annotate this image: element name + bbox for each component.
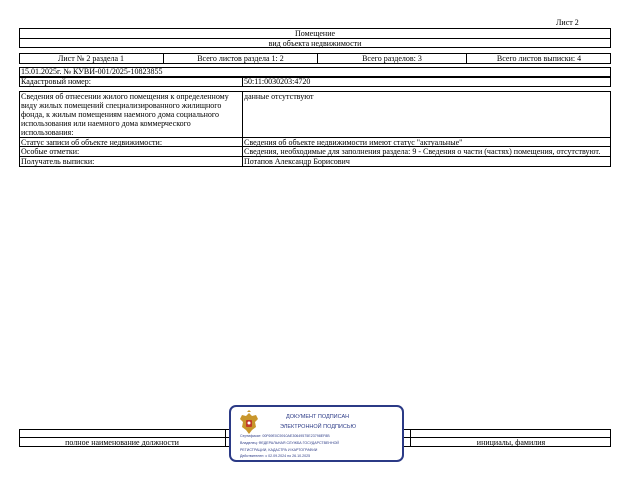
coat-of-arms-icon — [238, 410, 260, 436]
total-sheets-extract: Всего листов выписки: 4 — [496, 54, 582, 63]
electronic-signature-stamp — [229, 405, 404, 462]
row-specialized-label: Сведения об отнесении жилого помещения к определенному виду жилых помещений специализированного жилищного фонда, к жилым помещениям наемного дома социального использования или наемного дома коммерческого использования: — [21, 92, 229, 137]
cadastral-label: Кадастровый номер: — [21, 77, 91, 86]
stamp-owner-line1: Владелец: ФЕДЕРАЛЬНАЯ СЛУЖБА ГОСУДАРСТВЕННОЙ — [240, 441, 339, 445]
cadastral-row — [19, 77, 611, 87]
row-recipient-label: Получатель выписки: — [21, 157, 95, 166]
row-status-label: Статус записи об объекте недвижимости: — [21, 138, 163, 147]
total-sheets-section: Всего листов раздела 1: 2 — [197, 54, 284, 63]
page-title: Помещение — [294, 29, 336, 38]
stamp-certificate: Сертификат: 00F69E0C5910AE30649575E23798EF8B — [240, 434, 330, 438]
sheet-label: Лист 2 — [556, 18, 579, 27]
cadastral-divider — [242, 77, 243, 87]
page-subtitle: вид объекта недвижимости — [268, 39, 362, 48]
row-specialized-value: данные отсутствуют — [244, 92, 314, 101]
signature-col-divider-1 — [225, 429, 226, 447]
cadastral-value: 50:11:0030203:4720 — [244, 77, 311, 86]
stamp-owner-line2: РЕГИСТРАЦИИ, КАДАСТРА И КАРТОГРАФИИ — [240, 448, 318, 452]
stamp-line2: ЭЛЕКТРОННОЙ ПОДПИСЬЮ — [280, 424, 357, 430]
row-recipient-value: Потапов Александр Борисович — [244, 157, 350, 166]
stamp-valid: Действителен: с 02.09.2024 по 26.10.2025 — [240, 454, 311, 458]
stamp-line1: ДОКУМЕНТ ПОДПИСАН — [286, 414, 350, 420]
position-caption: полное наименование должности — [65, 438, 179, 447]
doc-number: 15.01.2025г. № КУВИ-001/2025-10823855 — [21, 67, 163, 76]
total-sections: Всего разделов: 3 — [362, 54, 422, 63]
row-notes-value: Сведения, необходимые для заполнения раздела: 9 - Сведения о части (частях) помещения, отсутствуют. — [244, 147, 601, 156]
row-notes-label: Особые отметки: — [21, 147, 80, 156]
sheet-section: Лист № 2 раздела 1 — [57, 54, 125, 63]
name-caption: инициалы, фамилия — [476, 438, 546, 447]
row-status-value: Сведения об объекте недвижимости имеют статус "актуальные" — [244, 138, 463, 147]
